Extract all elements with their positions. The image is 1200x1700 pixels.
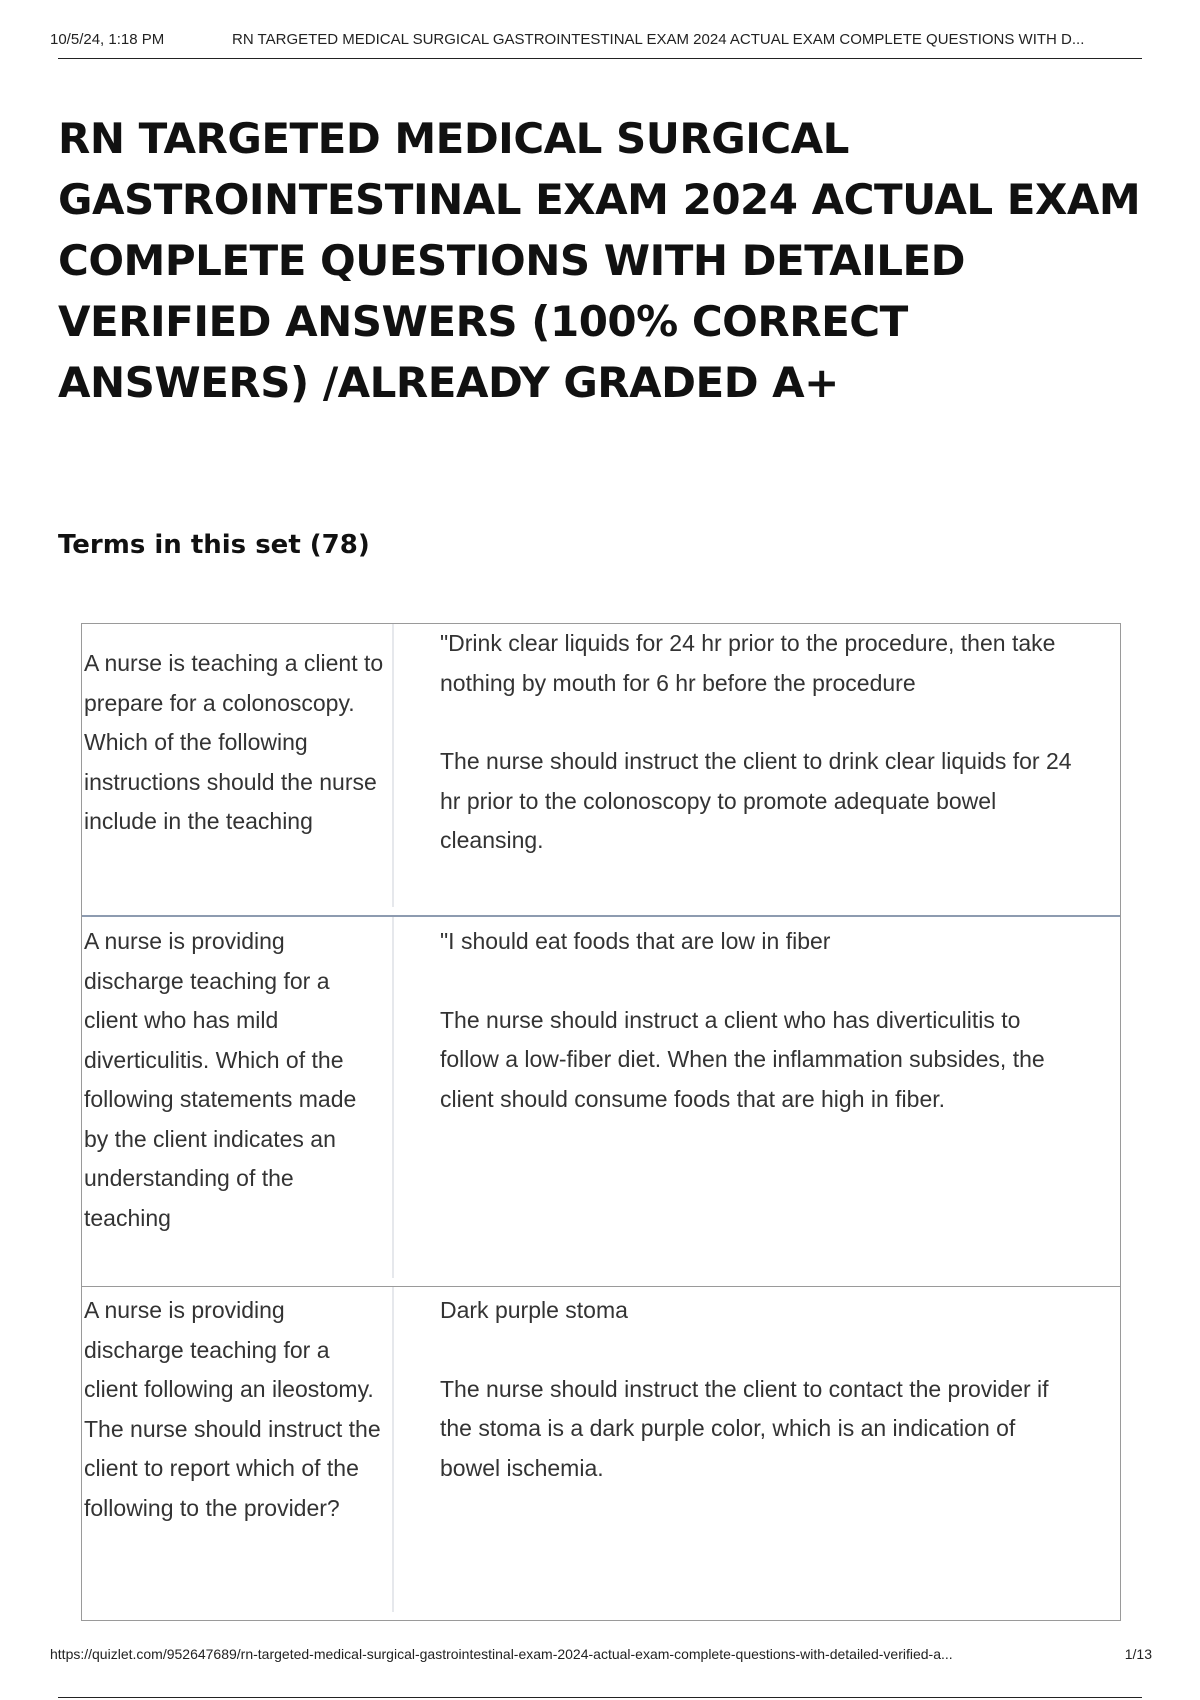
term-row [82,915,1120,1286]
term-answer: Dark purple stoma [440,1297,628,1323]
term-definition [394,624,1120,915]
term-explanation: The nurse should instruct a client who has diverticulitis to follow a low-fiber diet. When the inflammation subsides, the client should consume foods that are high in fiber. [440,1006,1045,1112]
term-definition [394,1287,1120,1620]
term-row [82,624,1120,915]
page-title: RN TARGETED MEDICAL SURGICAL GASTROINTESTINAL EXAM 2024 ACTUAL EXAM COMPLETE QUESTIONS WITH DETAILED VERIFIED ANSWERS (100% CORRECT ANSWERS) /ALREADY GRADED A+ [58,114,1141,407]
term-question: A nurse is providing discharge teaching for a client following an ileostomy. The nurse should instruct the client to report which of the following to the provider? [84,1297,381,1521]
term-explanation: The nurse should instruct the client to contact the provider if the stoma is a dark purple color, which is an indication of bowel ischemia. [440,1375,1049,1481]
term-question: A nurse is teaching a client to prepare for a colonoscopy. Which of the following instructions should the nurse include in the teaching [84,650,384,834]
print-date: 10/5/24, 1:18 PM [50,31,165,48]
print-doc-title: RN TARGETED MEDICAL SURGICAL GASTROINTESTINAL EXAM 2024 ACTUAL EXAM COMPLETE QUESTIONS WITH D... [232,31,1085,48]
term-explanation: The nurse should instruct the client to drink clear liquids for 24 hr prior to the colonoscopy to promote adequate bowel cleansing. [440,748,1072,853]
term-question: A nurse is providing discharge teaching for a client who has mild diverticulitis. Which of the following statements made by the client indicates an understanding of the teaching [84,928,357,1231]
terms-heading: Terms in this set (78) [58,530,370,560]
term-answer: "I should eat foods that are low in fiber [440,928,831,954]
term-row [82,1286,1120,1620]
terms-table [81,623,1121,1621]
term-definition [394,917,1120,1286]
term-answer: "Drink clear liquids for 24 hr prior to the procedure, then take nothing by mouth for 6 hr before the procedure [440,630,1056,696]
print-header [50,28,1142,59]
footer-divider [58,1697,1142,1698]
print-url: https://quizlet.com/952647689/rn-targeted-medical-surgical-gastrointestinal-exam-2024-actual-exam-complete-questions-with-detailed-verified-a... [50,1646,953,1662]
page-number: 1/13 [1124,1646,1152,1662]
